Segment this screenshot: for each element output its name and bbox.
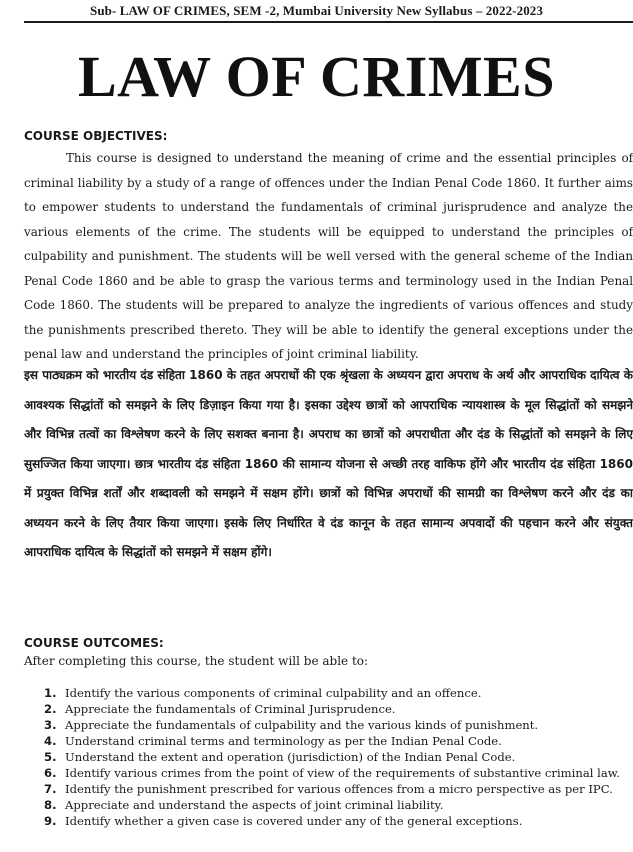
outcome-item: [44, 797, 633, 813]
outcome-item: [44, 781, 633, 797]
outcome-item: [44, 717, 633, 733]
outcome-text: Understand the extent and operation (jurisdiction) of the Indian Penal Code.: [65, 750, 516, 764]
outcome-text: Appreciate the fundamentals of Criminal Jurisprudence.: [65, 702, 396, 716]
running-header: Sub- LAW OF CRIMES, SEM -2, Mumbai University New Syllabus – 2022-2023: [89, 3, 544, 18]
objectives-paragraph-hindi: इस पाठ्यक्रम को भारतीय दंड संहिता 1860 के तहत अपराधों की एक श्रृंखला के अध्ययन द्वारा अपराध के अर्थ और आपराधिक दायित्व के आवश्यक सिद्धांतों को समझने के लिए डिज़ाइन किया गया है। इसका उद्देश्य छात्रों को आपराधिक न्यायशास्त्र के मूल सिद्धांतों को समझने और विभिन्न तत्वों का विश्लेषण करने के लिए सशक्त बनाना है। अपराध का छात्रों को अपराधीता और दंड के सिद्धांतों को समझने के लिए सुसज्जित किया जाएगा। छात्र भारतीय दंड संहिता 1860 की सामान्य योजना से अच्छी तरह वाकिफ होंगे और भारतीय दंड संहिता 1860 में प्रयुक्त विभिन्न शर्तों और शब्दावली को समझने में सक्षम होंगे। छात्रों को विभिन्न अपराधों की सामग्री का विश्लेषण करने और दंड का अध्ययन करने के लिए तैयार किया जाएगा। इसके लिए निर्धारित वे दंड कानून के तहत सामान्य अपवादों की पहचान करने और संयुक्त आपराधिक दायित्व के सिद्धांतों को समझने में सक्षम होंगे।: [24, 368, 633, 559]
outcome-text: Identify the punishment prescribed for various offences from a micro perspective as per IPC.: [65, 782, 613, 796]
outcome-number: 3.: [44, 718, 57, 732]
outcome-number: 4.: [44, 734, 57, 748]
outcome-text: Appreciate the fundamentals of culpability and the various kinds of punishment.: [65, 718, 539, 732]
outcome-item: [44, 765, 633, 781]
outcome-text: Identify the various components of criminal culpability and an offence.: [65, 686, 482, 700]
outcome-text: Identify whether a given case is covered under any of the general exceptions.: [65, 814, 523, 828]
objectives-heading: COURSE OBJECTIVES:: [24, 129, 168, 143]
outcome-item: [44, 813, 633, 829]
header-rule: [24, 21, 633, 23]
outcome-text: Understand criminal terms and terminology as per the Indian Penal Code.: [65, 734, 502, 748]
outcome-number: 1.: [44, 686, 57, 700]
outcome-item: [44, 685, 633, 701]
outcome-number: 2.: [44, 702, 57, 716]
outcomes-list: [44, 685, 633, 829]
outcomes-heading: COURSE OUTCOMES:: [24, 636, 164, 650]
outcome-number: 8.: [44, 798, 57, 812]
outcomes-intro: After completing this course, the student will be able to:: [24, 654, 369, 668]
outcome-item: [44, 733, 633, 749]
document-title: LAW OF CRIMES: [77, 44, 555, 109]
outcome-number: 6.: [44, 766, 57, 780]
outcome-number: 5.: [44, 750, 57, 764]
objectives-paragraph-english: This course is designed to understand the meaning of crime and the essential principles of criminal liability by a study of a range of offences under the Indian Penal Code 1860. It further aims to empower students to understand the fundamentals of criminal jurisprudence and analyze the various elements of the crime. The students will be equipped to understand the principles of culpability and punishment. The students will be well versed with the general scheme of the Indian Penal Code 1860 and be able to grasp the various terms and terminology used in the Indian Penal Code 1860. The students will be prepared to analyze the ingredients of various offences and study the punishments prescribed thereto. They will be able to identify the general exceptions under the penal law and understand the principles of joint criminal liability.: [24, 151, 633, 361]
outcome-number: 7.: [44, 782, 57, 796]
outcome-item: [44, 701, 633, 717]
outcome-item: [44, 749, 633, 765]
outcome-text: Identify various crimes from the point of view of the requirements of substantive criminal law.: [65, 766, 620, 780]
outcome-text: Appreciate and understand the aspects of joint criminal liability.: [65, 798, 444, 812]
outcome-number: 9.: [44, 814, 57, 828]
